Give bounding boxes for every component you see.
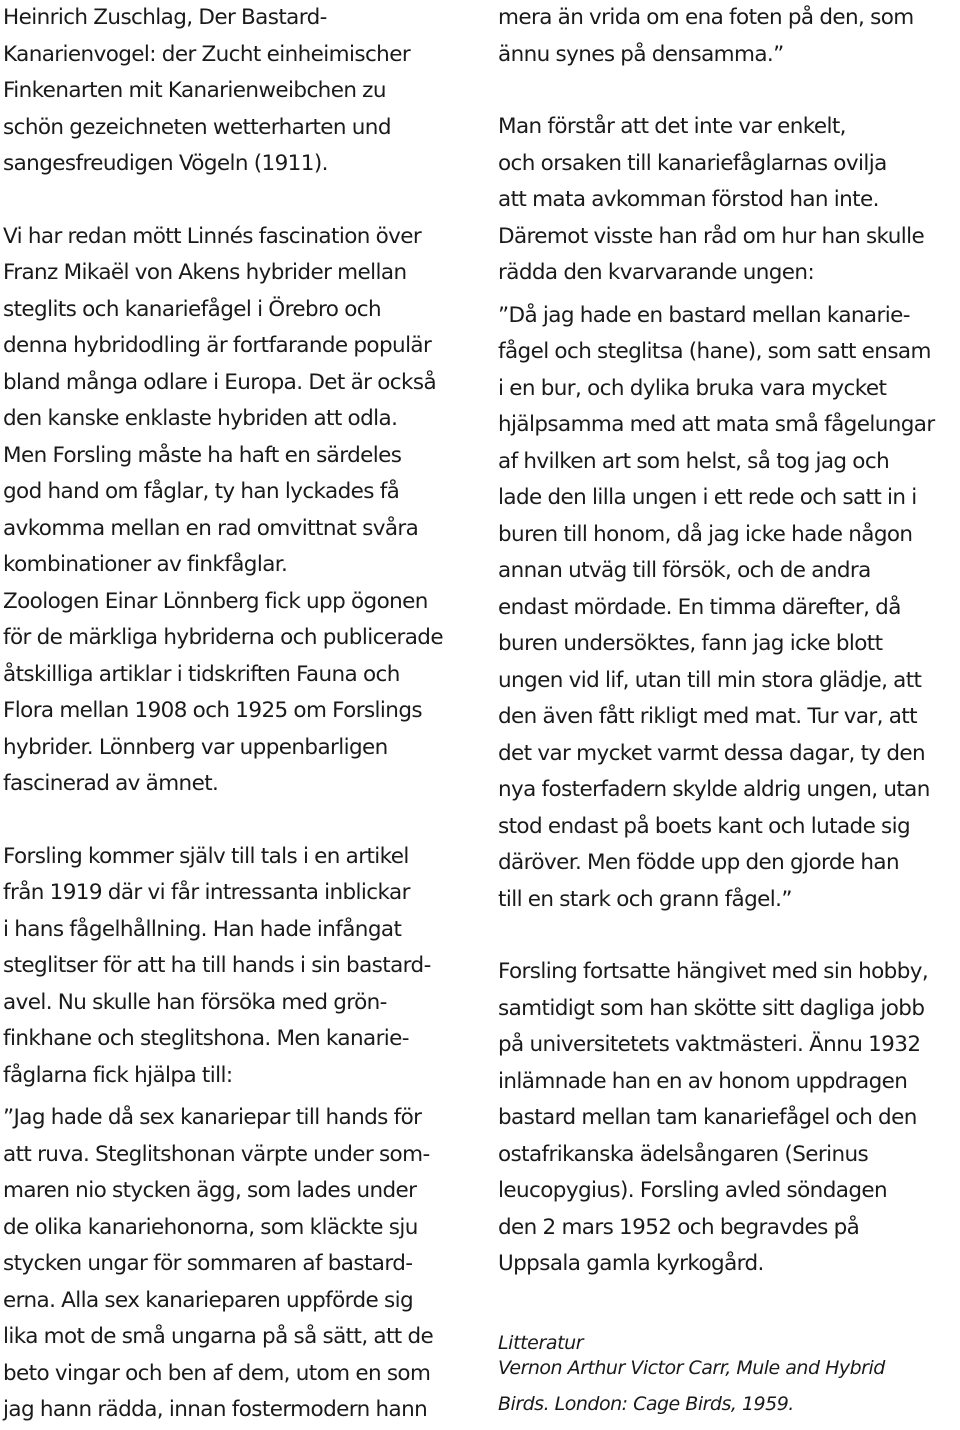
text-line: Finkenarten mit Kanarienweibchen zu [3, 78, 386, 103]
text-line: finkhane och steglitshona. Men kanarie- [3, 1026, 409, 1051]
text-line: steglitser för att ha till hands i sin bastard- [3, 953, 431, 978]
text-line: stycken ungar för sommaren af bastard- [3, 1251, 413, 1276]
text-line: att ruva. Steglitshonan värpte under som- [3, 1141, 430, 1167]
text-line: ”Då jag hade en bastard mellan kanarie- [498, 302, 910, 328]
right-column [498, 0, 960, 1429]
text-line: Däremot visste han råd om hur han skulle [498, 223, 925, 249]
text-line: det var mycket varmt dessa dagar, ty den [498, 740, 926, 766]
text-line: af hvilken art som helst, så tog jag och [498, 448, 890, 474]
text-line: buren till honom, då jag icke hade någon [498, 521, 913, 547]
text-line: fågel och steglitsa (hane), som satt ensam [498, 339, 931, 364]
text-line: endast mördade. En timma därefter, då [498, 594, 901, 620]
text-line: lika mot de små ungarna på så sätt, att de [3, 1324, 434, 1349]
text-line: lade den lilla ungen i ett rede och satt in i [498, 485, 917, 510]
text-line: Birds. London: Cage Birds, 1959. [498, 1393, 794, 1415]
text-line: Forsling kommer själv till tals i en artikel [3, 843, 409, 869]
text-line: den 2 mars 1952 och begravdes på [498, 1214, 860, 1240]
text-line: den kanske enklaste hybriden att odla. [3, 406, 398, 431]
text-line: avel. Nu skulle han försöka med grön- [3, 989, 387, 1015]
text-line: inlämnade han en av honom uppdragen [498, 1068, 908, 1094]
text-line: beto vingar och ben af dem, utom en som [3, 1360, 431, 1386]
text-line: däröver. Men födde upp den gjorde han [498, 850, 900, 875]
text-line: sangesfreudigen Vögeln (1911). [3, 151, 328, 176]
text-line: i hans fågelhållning. Han hade infångat [3, 916, 402, 942]
text-line: leucopygius). Forsling avled söndagen [498, 1178, 888, 1203]
text-line: Uppsala gamla kyrkogård. [498, 1251, 764, 1276]
text-line: rädda den kvarvarande ungen: [498, 260, 815, 285]
text-line: från 1919 där vi får intressanta inblickar [3, 880, 410, 905]
text-line: erna. Alla sex kanarieparen uppförde sig [3, 1287, 414, 1313]
text-line: steglits och kanariefågel i Örebro och [3, 296, 381, 322]
text-line: Men Forsling måste ha haft en särdeles [3, 442, 402, 468]
text-line: i en bur, och dylika bruka vara mycket [498, 375, 887, 401]
text-line: bland många odlare i Europa. Det är också [3, 369, 437, 395]
text-line: god hand om fåglar, ty han lyckades få [3, 479, 400, 504]
text-line: ännu synes på densamma.” [498, 41, 784, 67]
text-line: avkomma mellan en rad omvittnat svåra [3, 515, 419, 541]
text-line: mera än vrida om ena foten på den, som [498, 5, 914, 30]
paragraph-forsling-hobby [498, 954, 960, 1283]
paragraph-forsling-article [3, 839, 465, 1095]
text-line: hjälpsamma med att mata små fågelungar [498, 412, 935, 437]
text-line: ostafrikanska ädelsångaren (Serinus [498, 1141, 869, 1167]
text-line: Flora mellan 1908 och 1925 om Forslings [3, 698, 422, 723]
text-line: fascinerad av ämnet. [3, 771, 219, 796]
paragraph-not-simple [498, 109, 960, 292]
text-line: och orsaken till kanariefåglarnas ovilja [498, 150, 887, 176]
text-line: jag hann rädda, innan fostermodern hann [3, 1397, 428, 1422]
text-line: ungen vid lif, utan till min stora glädje, att [498, 667, 922, 693]
text-line: fåglarna fick hjälpa till: [3, 1062, 233, 1088]
text-line: Heinrich Zuschlag, Der Bastard- [3, 5, 327, 30]
text-line: schön gezeichneten wetterharten und [3, 114, 391, 140]
text-line: åtskilliga artiklar i tidskriften Fauna och [3, 661, 400, 687]
text-line: till en stark och grann fågel.” [498, 886, 792, 912]
text-line: maren nio stycken ägg, som lades under [3, 1178, 417, 1203]
text-line: Franz Mikaël von Akens hybrider mellan [3, 260, 407, 285]
text-line: de olika kanariehonorna, som kläckte sju [3, 1214, 418, 1240]
paragraph-linne-fascination [3, 219, 465, 803]
literature-heading: Litteratur [498, 1331, 584, 1354]
text-line: stod endast på boets kant och lutade sig [498, 813, 911, 839]
text-line: Man förstår att det inte var enkelt, [498, 114, 846, 139]
text-line: samtidigt som han skötte sitt dagliga jobb [498, 995, 925, 1021]
text-line: Forsling fortsatte hängivet med sin hobby, [498, 959, 929, 984]
text-line: hybrider. Lönnberg var uppenbarligen [3, 734, 388, 760]
text-line: för de märkliga hybriderna och publicerade [3, 625, 443, 650]
quote-kanariepar [3, 1100, 465, 1429]
text-line: Zoologen Einar Lönnberg fick upp ögonen [3, 588, 428, 614]
text-line: på universitetets vaktmästeri. Ännu 1932 [498, 1032, 921, 1057]
text-line: den även fått rikligt med mat. Tur var, att [498, 704, 917, 729]
text-line: annan utväg till försök, och de andra [498, 558, 871, 583]
text-line: Vi har redan mött Linnés fascination över [3, 223, 422, 249]
quote-continuation [498, 0, 960, 73]
text-line: kombinationer av finkfåglar. [3, 552, 288, 577]
text-line: bastard mellan tam kanariefågel och den [498, 1105, 917, 1130]
left-column [3, 0, 465, 1429]
paragraph-zuschlag-reference [3, 0, 465, 183]
text-line: att mata avkomman förstod han inte. [498, 187, 879, 212]
quote-bastard-foster [498, 298, 960, 919]
text-line: Kanarienvogel: der Zucht einheimischer [3, 41, 411, 67]
text-line: denna hybridodling är fortfarande populär [3, 333, 432, 358]
text-line: buren undersöktes, fann jag icke blott [498, 631, 883, 656]
text-line: Vernon Arthur Victor Carr, Mule and Hybrid [498, 1356, 885, 1379]
text-line: ”Jag hade då sex kanariepar till hands för [3, 1105, 422, 1130]
literature-entry [498, 1356, 960, 1429]
text-line: nya fosterfadern skylde aldrig ungen, utan [498, 777, 930, 802]
